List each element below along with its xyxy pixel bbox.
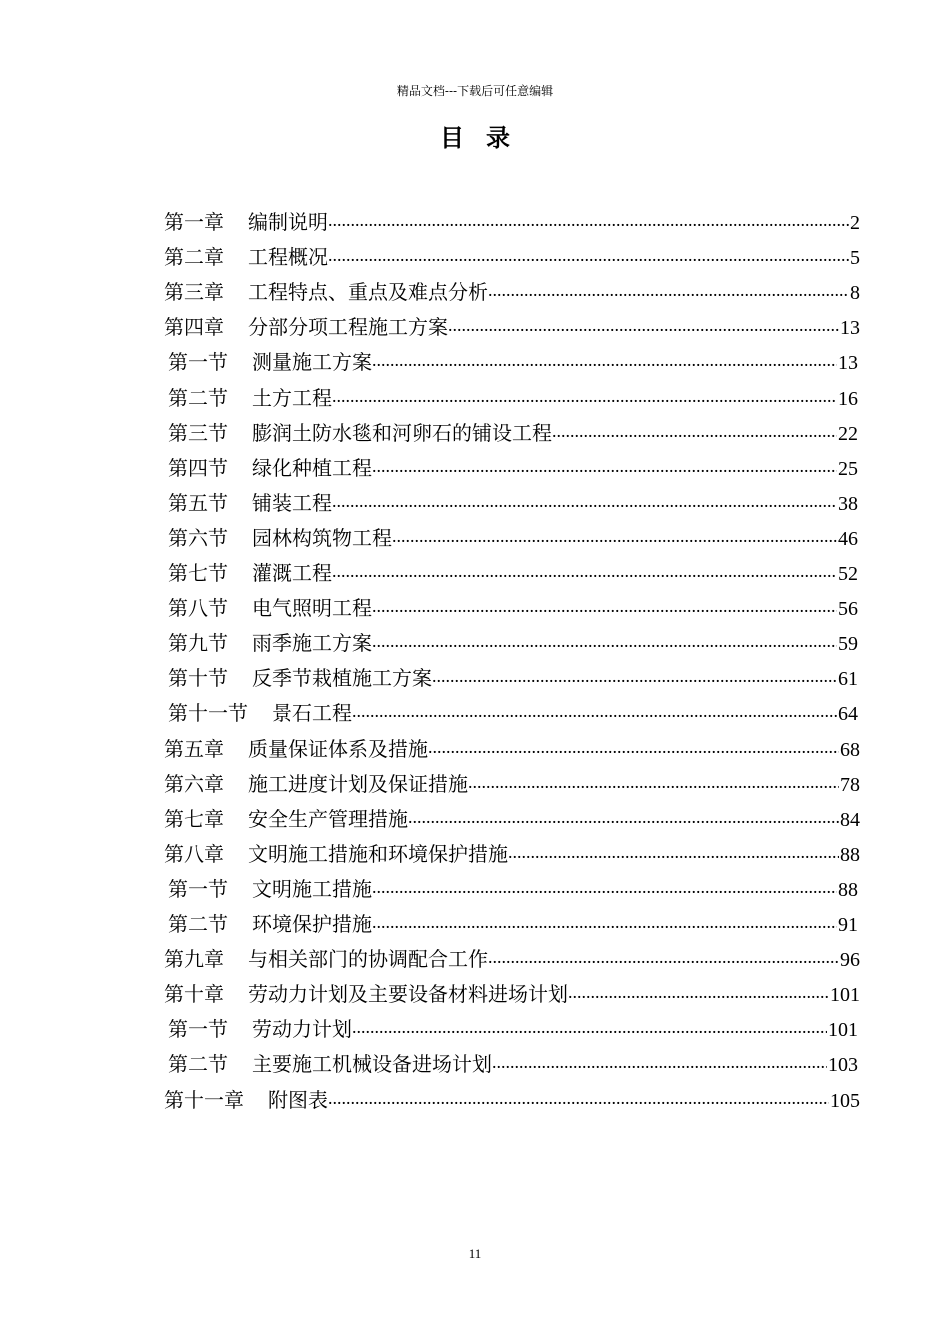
toc-entry-title: 景石工程 bbox=[272, 701, 352, 726]
toc-entry-number: 第四章 bbox=[164, 315, 224, 340]
toc-dot-leader bbox=[332, 387, 837, 405]
toc-entry-title: 膨润土防水毯和河卵石的铺设工程 bbox=[252, 420, 552, 445]
toc-entry-title: 灌溉工程 bbox=[252, 561, 332, 585]
toc-dot-leader bbox=[372, 597, 837, 615]
page-number: 11 bbox=[468, 1246, 482, 1261]
toc-entry-page: 101 bbox=[828, 1019, 858, 1042]
toc-dot-leader bbox=[492, 1053, 827, 1071]
toc-entry-page: 5 bbox=[850, 247, 860, 270]
toc-entry-number: 第七节 bbox=[168, 561, 228, 585]
header-note: 精品文档---下载后可任意编辑 bbox=[396, 84, 554, 98]
toc-entry-number: 第十一节 bbox=[168, 701, 248, 726]
toc-entry-page: 78 bbox=[840, 773, 860, 796]
toc-entry[interactable] bbox=[164, 235, 860, 270]
toc-dot-leader bbox=[328, 246, 849, 264]
toc-dot-leader bbox=[332, 492, 837, 510]
toc-entry-number: 第四节 bbox=[168, 455, 228, 480]
toc-entry-number: 第十节 bbox=[168, 666, 228, 691]
toc-dot-leader bbox=[432, 667, 837, 685]
toc-entry-number: 第二节 bbox=[168, 385, 228, 410]
toc-entry-number: 第十章 bbox=[164, 982, 224, 1007]
toc-entry-title: 测量施工方案 bbox=[252, 350, 372, 375]
toc-entry-page: 13 bbox=[838, 352, 858, 375]
toc-entry[interactable] bbox=[164, 1078, 860, 1113]
toc-entry[interactable] bbox=[164, 727, 860, 762]
toc-entry-number: 第三节 bbox=[168, 420, 228, 445]
toc-dot-leader bbox=[488, 281, 849, 299]
toc-dot-leader bbox=[372, 632, 837, 650]
toc-dot-leader bbox=[408, 808, 839, 826]
toc-dot-leader bbox=[488, 948, 839, 966]
toc-entry-page: 46 bbox=[838, 527, 858, 550]
toc-entry[interactable] bbox=[168, 1042, 858, 1077]
toc-entry[interactable] bbox=[164, 797, 860, 832]
toc-entry-number: 第一节 bbox=[168, 1017, 228, 1042]
toc-entry-number: 第二节 bbox=[168, 912, 228, 936]
toc-entry-page: 103 bbox=[828, 1054, 858, 1077]
toc-entry-title: 工程特点、重点及难点分析 bbox=[248, 280, 488, 305]
toc-entry-title: 环境保护措施 bbox=[252, 912, 372, 936]
toc-entry[interactable] bbox=[168, 551, 858, 586]
toc-entry[interactable] bbox=[164, 762, 860, 797]
toc-entry-page: 68 bbox=[840, 738, 860, 761]
toc-entry-number: 第六章 bbox=[164, 771, 224, 796]
toc-entry-number: 第一节 bbox=[168, 350, 228, 375]
toc-entry[interactable] bbox=[168, 621, 858, 656]
toc-entry-title: 编制说明 bbox=[248, 210, 328, 234]
toc-dot-leader bbox=[392, 527, 837, 545]
toc-entry-number: 第二节 bbox=[168, 1052, 228, 1077]
toc-entry[interactable] bbox=[164, 972, 860, 1007]
toc-entry-number: 第二章 bbox=[164, 245, 224, 270]
toc-entry[interactable] bbox=[164, 305, 860, 340]
toc-entry-title: 反季节栽植施工方案 bbox=[252, 666, 432, 691]
toc-entry[interactable] bbox=[164, 937, 860, 972]
toc-entry-number: 第九章 bbox=[164, 947, 224, 972]
toc-entry[interactable] bbox=[164, 200, 860, 235]
toc-entry-title: 主要施工机械设备进场计划 bbox=[252, 1052, 492, 1077]
toc-entry-title: 雨季施工方案 bbox=[252, 631, 372, 656]
toc-entry-title: 铺装工程 bbox=[252, 490, 332, 515]
toc-entry[interactable] bbox=[168, 867, 858, 902]
toc-dot-leader bbox=[328, 211, 849, 229]
toc-entry-page: 96 bbox=[840, 949, 860, 972]
toc-entry-title: 施工进度计划及保证措施 bbox=[248, 771, 468, 796]
toc-entry-number: 第一章 bbox=[164, 210, 224, 234]
toc-dot-leader bbox=[428, 738, 839, 756]
toc-entry-number: 第八章 bbox=[164, 841, 224, 866]
toc-entry-number: 第十一章 bbox=[164, 1087, 244, 1112]
toc-entry-title: 电气照明工程 bbox=[252, 596, 372, 621]
toc-dot-leader bbox=[352, 702, 837, 720]
toc-dot-leader bbox=[328, 1089, 829, 1107]
toc-entry-title: 质量保证体系及措施 bbox=[248, 736, 428, 761]
toc-entry-title: 文明施工措施 bbox=[252, 876, 372, 901]
toc-entry-title: 工程概况 bbox=[248, 245, 328, 270]
toc-entry-title: 劳动力计划及主要设备材料进场计划 bbox=[248, 982, 568, 1007]
toc-entry-title: 园林构筑物工程 bbox=[252, 525, 392, 550]
toc-dot-leader bbox=[372, 913, 837, 931]
toc-entry-page: 91 bbox=[838, 914, 858, 936]
toc-entry-page: 59 bbox=[838, 633, 858, 656]
toc-entry[interactable] bbox=[168, 691, 858, 726]
toc-entry-title: 附图表 bbox=[268, 1087, 328, 1112]
toc-entry[interactable] bbox=[164, 270, 860, 305]
toc-entry-page: 88 bbox=[838, 878, 858, 901]
toc-entry-title: 绿化种植工程 bbox=[252, 455, 372, 480]
toc-dot-leader bbox=[372, 351, 837, 369]
toc-dot-leader bbox=[332, 562, 837, 580]
toc-entry[interactable] bbox=[168, 481, 858, 516]
toc-entry-page: 2 bbox=[850, 212, 860, 234]
toc-entry-page: 25 bbox=[838, 457, 858, 480]
toc-entry[interactable] bbox=[168, 411, 858, 446]
toc-dot-leader bbox=[352, 1018, 827, 1036]
toc-dot-leader bbox=[448, 316, 839, 334]
toc-entry-page: 8 bbox=[850, 282, 860, 305]
toc-entry-page: 88 bbox=[840, 843, 860, 866]
toc-entry-number: 第六节 bbox=[168, 525, 228, 550]
toc-dot-leader bbox=[372, 878, 837, 896]
toc-entry[interactable] bbox=[168, 340, 858, 375]
toc-entry-title: 安全生产管理措施 bbox=[248, 806, 408, 831]
toc-entry-title: 文明施工措施和环境保护措施 bbox=[248, 841, 508, 866]
toc-entry[interactable] bbox=[164, 832, 860, 867]
toc-entry-page: 105 bbox=[830, 1089, 860, 1112]
toc-dot-leader bbox=[568, 983, 829, 1001]
toc-entry[interactable] bbox=[168, 1007, 858, 1042]
toc-dot-leader bbox=[468, 773, 839, 791]
toc-entry[interactable] bbox=[168, 656, 858, 691]
toc-entry[interactable] bbox=[168, 516, 858, 551]
toc-entry[interactable] bbox=[168, 446, 858, 481]
toc-entry-page: 13 bbox=[840, 317, 860, 340]
toc-dot-leader bbox=[508, 843, 839, 861]
toc-entry[interactable] bbox=[168, 376, 858, 411]
toc-dot-leader bbox=[372, 457, 837, 475]
toc-entry-number: 第三章 bbox=[164, 280, 224, 305]
toc-entry-page: 52 bbox=[838, 563, 858, 585]
toc-entry[interactable] bbox=[168, 586, 858, 621]
toc-entry-page: 84 bbox=[840, 808, 860, 831]
toc-entry-page: 64 bbox=[838, 703, 858, 726]
toc-entry-page: 16 bbox=[838, 387, 858, 410]
toc-entry-number: 第五节 bbox=[168, 490, 228, 515]
toc-entry-number: 第九节 bbox=[168, 631, 228, 656]
toc-entry-page: 56 bbox=[838, 598, 858, 621]
toc-entry-title: 与相关部门的协调配合工作 bbox=[248, 947, 488, 972]
toc-entry-number: 第八节 bbox=[168, 596, 228, 621]
toc-entry-title: 分部分项工程施工方案 bbox=[248, 315, 448, 340]
toc-entry-page: 101 bbox=[830, 984, 860, 1007]
toc-entry-page: 38 bbox=[838, 492, 858, 515]
toc-entry-page: 61 bbox=[838, 668, 858, 691]
page-title: 目录 bbox=[440, 124, 532, 152]
toc-entry-number: 第一节 bbox=[168, 876, 228, 901]
toc-dot-leader bbox=[552, 422, 837, 440]
toc-entry-number: 第七章 bbox=[164, 806, 224, 831]
toc-entry[interactable] bbox=[168, 902, 858, 937]
toc-entry-number: 第五章 bbox=[164, 736, 224, 761]
toc-entry-title: 劳动力计划 bbox=[252, 1017, 352, 1042]
toc-entry-title: 土方工程 bbox=[252, 385, 332, 410]
toc-entry-page: 22 bbox=[838, 422, 858, 445]
